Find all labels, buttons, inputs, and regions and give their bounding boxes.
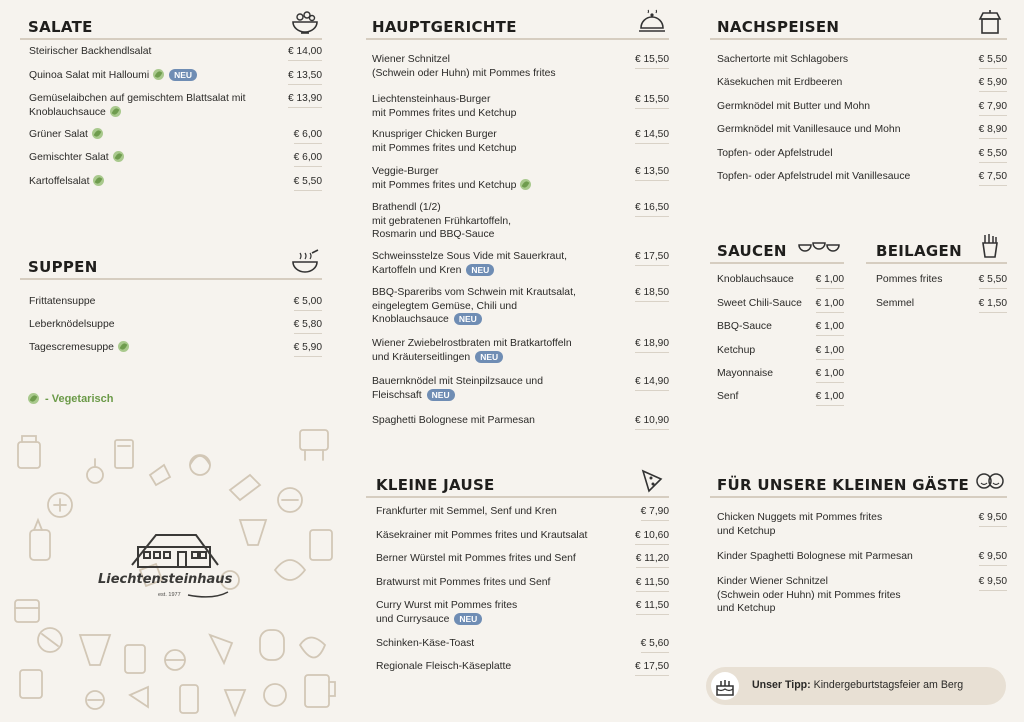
vegetarian-icon bbox=[113, 151, 124, 162]
item-name bbox=[372, 337, 572, 364]
item-name-line bbox=[717, 76, 842, 90]
item-price: € 9,50 bbox=[979, 575, 1007, 591]
item-name-line bbox=[376, 505, 557, 519]
item-name-text: Knoblauchsauce bbox=[717, 274, 794, 285]
section-title: SUPPEN bbox=[28, 258, 98, 276]
item-name-line bbox=[372, 107, 516, 121]
item-name-line bbox=[717, 511, 882, 525]
item-price: € 1,00 bbox=[816, 390, 844, 406]
item-price: € 13,50 bbox=[288, 69, 322, 85]
item-price: € 1,50 bbox=[979, 297, 1007, 313]
item-price: € 5,60 bbox=[641, 637, 669, 653]
item-name bbox=[717, 550, 913, 564]
item-name-text: Tagescremesuppe bbox=[29, 342, 114, 353]
section-header bbox=[710, 14, 1007, 40]
item-name-line bbox=[376, 599, 517, 613]
saucen-list bbox=[717, 264, 844, 404]
item-name-line bbox=[372, 128, 516, 142]
section-header bbox=[20, 14, 322, 40]
section-nachspeisen bbox=[710, 14, 1007, 190]
item-name bbox=[372, 201, 511, 242]
item-price: € 17,50 bbox=[635, 660, 669, 676]
item-name-line bbox=[372, 179, 531, 193]
item-price: € 18,50 bbox=[635, 286, 669, 302]
item-name-line bbox=[717, 320, 772, 334]
item-name-line bbox=[717, 550, 913, 564]
vegetarian-icon bbox=[153, 69, 164, 80]
item-name-text: Regionale Fleisch-Käseplatte bbox=[376, 661, 512, 672]
item-name-text: Sachertorte mit Schlagobers bbox=[717, 54, 849, 65]
item-name bbox=[29, 341, 129, 355]
item-name bbox=[29, 295, 95, 309]
item-price: € 6,00 bbox=[294, 128, 322, 144]
vegetarian-icon bbox=[92, 128, 103, 139]
logo-est: est. 1977 bbox=[158, 592, 181, 598]
item-name-text: mit Pommes frites und Ketchup bbox=[372, 179, 517, 191]
suppen-list bbox=[29, 280, 322, 360]
section-title: FÜR UNSERE KLEINEN GÄSTE bbox=[717, 476, 969, 494]
section-kinder bbox=[710, 472, 1007, 614]
tip-banner bbox=[706, 667, 1006, 705]
item-name-line bbox=[876, 297, 914, 311]
item-name-text: Kinder Spaghetti Bolognese mit Parmesan bbox=[717, 551, 913, 562]
item-name-text: Knuspriger Chicken Burger bbox=[372, 129, 497, 140]
item-name-text: mit Pommes frites und Ketchup bbox=[372, 142, 517, 154]
section-header bbox=[366, 14, 669, 40]
section-title: SALATE bbox=[28, 18, 93, 36]
item-name-text: Berner Würstel mit Pommes frites und Senf bbox=[376, 553, 576, 564]
item-name-text: Sweet Chili-Sauce bbox=[717, 298, 802, 309]
sandwich-icon bbox=[637, 467, 667, 493]
item-name-line bbox=[717, 100, 870, 114]
item-name bbox=[376, 576, 550, 590]
item-name-text: Kartoffeln und Kren bbox=[372, 264, 462, 276]
item-name-line bbox=[29, 151, 124, 165]
item-price: € 5,90 bbox=[294, 341, 322, 357]
item-name-text: Rosmarin und BBQ-Sauce bbox=[372, 229, 495, 240]
item-name bbox=[717, 273, 794, 287]
item-name-line bbox=[372, 93, 516, 107]
item-price: € 5,50 bbox=[294, 175, 322, 191]
item-price: € 5,90 bbox=[979, 76, 1007, 92]
item-price: € 15,50 bbox=[635, 53, 669, 69]
section-saucen bbox=[710, 238, 844, 404]
item-name-text: Frittatensuppe bbox=[29, 296, 96, 307]
item-name-line bbox=[717, 170, 910, 184]
item-name-line bbox=[29, 318, 115, 332]
item-name-line bbox=[29, 92, 246, 106]
section-title: SAUCEN bbox=[717, 242, 787, 260]
vegetarian-icon bbox=[118, 341, 129, 352]
item-name-text: Chicken Nuggets mit Pommes frites bbox=[717, 512, 883, 523]
item-name-text: Käsekrainer mit Pommes frites und Krautsalat bbox=[376, 530, 588, 541]
item-name bbox=[717, 320, 772, 334]
item-name-text: Frankfurter mit Semmel, Senf und Kren bbox=[376, 506, 557, 517]
nachspeisen-list bbox=[717, 40, 1007, 190]
section-title: BEILAGEN bbox=[876, 242, 962, 260]
item-price: € 1,00 bbox=[816, 297, 844, 313]
section-salate bbox=[20, 14, 322, 190]
item-name bbox=[372, 375, 543, 402]
item-name-text: Semmel bbox=[876, 298, 915, 309]
item-name-text: Pommes frites bbox=[876, 274, 943, 285]
item-price: € 13,50 bbox=[635, 165, 669, 181]
item-name-text: Wiener Schnitzel bbox=[372, 54, 450, 65]
item-price: € 5,50 bbox=[979, 147, 1007, 163]
item-price: € 1,00 bbox=[816, 320, 844, 336]
serving-cloche-icon bbox=[637, 9, 667, 35]
new-badge: NEU bbox=[169, 69, 197, 81]
item-name-line bbox=[717, 123, 900, 137]
item-name-text: Senf bbox=[717, 391, 739, 402]
item-name-line bbox=[717, 525, 882, 539]
item-name-text: Knoblauchsauce bbox=[29, 106, 106, 118]
item-name-text: mit Pommes frites und Ketchup bbox=[372, 107, 517, 119]
item-price: € 18,90 bbox=[635, 337, 669, 353]
item-name-line bbox=[717, 344, 755, 358]
item-name-text: Bauernknödel mit Steinpilzsauce und bbox=[372, 376, 543, 387]
item-name bbox=[876, 297, 914, 311]
tip-label: Unser Tipp: bbox=[752, 679, 811, 691]
item-name-text: Steirischer Backhendlsalat bbox=[29, 46, 152, 57]
item-name-line bbox=[376, 660, 511, 674]
item-name-line bbox=[372, 351, 572, 365]
item-name-line bbox=[717, 147, 833, 161]
item-name-line bbox=[717, 589, 901, 603]
item-name-text: (Schwein oder Huhn) mit Pommes frites bbox=[372, 67, 556, 79]
legend-text: - Vegetarisch bbox=[45, 393, 114, 405]
item-name-text: Liechtensteinhaus-Burger bbox=[372, 94, 491, 105]
item-name bbox=[376, 505, 557, 519]
item-name-text: Knoblauchsauce bbox=[372, 314, 449, 325]
section-header bbox=[710, 238, 844, 264]
item-name bbox=[376, 660, 511, 674]
item-name bbox=[376, 529, 587, 543]
section-kleine-jause bbox=[366, 472, 669, 678]
item-name-line bbox=[372, 375, 543, 389]
item-price: € 15,50 bbox=[635, 93, 669, 109]
tip-message: Kindergeburtstagsfeier am Berg bbox=[813, 679, 964, 691]
item-name bbox=[29, 175, 104, 189]
section-hauptgerichte bbox=[366, 14, 669, 440]
item-name-line bbox=[372, 215, 511, 229]
item-name-text: BBQ-Sauce bbox=[717, 321, 772, 332]
cake-icon bbox=[975, 9, 1005, 35]
kids-faces-icon bbox=[975, 467, 1005, 493]
hauptgerichte-list bbox=[372, 40, 669, 440]
item-name-text: Veggie-Burger bbox=[372, 166, 439, 177]
section-beilagen bbox=[866, 238, 1007, 324]
item-name bbox=[29, 45, 151, 59]
item-name-line bbox=[717, 297, 802, 311]
item-name bbox=[29, 92, 246, 119]
item-price: € 11,50 bbox=[636, 599, 669, 615]
item-name bbox=[376, 552, 576, 566]
item-name bbox=[372, 286, 576, 327]
item-name-line bbox=[372, 250, 567, 264]
item-name bbox=[372, 165, 531, 192]
item-name-line bbox=[376, 613, 517, 627]
item-name-line bbox=[717, 53, 848, 67]
item-name-text: und Currysauce bbox=[376, 613, 450, 625]
item-name-text: und Kräuterseitlingen bbox=[372, 351, 471, 363]
item-name-text: mit gebratenen Frühkartoffeln, bbox=[372, 215, 512, 227]
item-price: € 7,90 bbox=[641, 505, 669, 521]
new-badge: NEU bbox=[427, 389, 455, 401]
item-name-text: eingelegtem Gemüse, Chili und bbox=[372, 300, 517, 312]
item-price: € 5,80 bbox=[294, 318, 322, 334]
item-price: € 7,50 bbox=[979, 170, 1007, 186]
item-price: € 13,90 bbox=[288, 92, 322, 108]
item-price: € 10,90 bbox=[635, 414, 669, 430]
item-name-line bbox=[717, 602, 901, 616]
item-name-text: Topfen- oder Apfelstrudel bbox=[717, 148, 833, 159]
item-name-text: Schinken-Käse-Toast bbox=[376, 638, 475, 649]
new-badge: NEU bbox=[454, 313, 482, 325]
item-price: € 9,50 bbox=[979, 550, 1007, 566]
item-name-line bbox=[372, 67, 556, 81]
section-header bbox=[710, 472, 1007, 498]
section-title: KLEINE JAUSE bbox=[376, 476, 495, 494]
item-price: € 14,90 bbox=[635, 375, 669, 391]
item-name bbox=[376, 637, 474, 651]
beilagen-list bbox=[876, 264, 1007, 324]
item-name-line bbox=[29, 175, 104, 189]
item-name-line bbox=[29, 341, 129, 355]
item-price: € 1,00 bbox=[816, 273, 844, 289]
item-name bbox=[376, 599, 517, 626]
item-name-line bbox=[29, 295, 95, 309]
item-name bbox=[717, 511, 882, 538]
salad-bowl-icon bbox=[290, 9, 320, 35]
sauce-bowls-icon bbox=[796, 233, 842, 259]
item-name bbox=[29, 128, 103, 142]
item-name-text: und Ketchup bbox=[717, 603, 776, 614]
section-title: NACHSPEISEN bbox=[717, 18, 840, 36]
item-name bbox=[717, 147, 833, 161]
salate-list bbox=[29, 40, 322, 190]
item-name bbox=[717, 297, 802, 311]
item-name-text: Topfen- oder Apfelstrudel mit Vanillesauce bbox=[717, 171, 911, 182]
item-price: € 1,00 bbox=[816, 344, 844, 360]
item-name bbox=[717, 100, 870, 114]
item-name-text: Kartoffelsalat bbox=[29, 176, 90, 187]
leaf-icon bbox=[28, 393, 39, 404]
item-name-line bbox=[876, 273, 942, 287]
item-price: € 14,50 bbox=[635, 128, 669, 144]
item-price: € 17,50 bbox=[635, 250, 669, 266]
item-name-text: Germknödel mit Vanillesauce und Mohn bbox=[717, 124, 901, 135]
item-price: € 16,50 bbox=[635, 201, 669, 217]
item-name bbox=[372, 250, 567, 277]
item-price: € 1,00 bbox=[816, 367, 844, 383]
item-name-line bbox=[717, 273, 794, 287]
item-name-line bbox=[372, 337, 572, 351]
item-price: € 10,60 bbox=[635, 529, 669, 545]
item-name-line bbox=[372, 53, 556, 67]
item-price: € 7,90 bbox=[979, 100, 1007, 116]
item-name bbox=[717, 123, 900, 137]
item-name-text: Schweinsstelze Sous Vide mit Sauerkraut, bbox=[372, 251, 568, 262]
item-name bbox=[372, 414, 535, 428]
section-header bbox=[866, 238, 1007, 264]
item-name-text: Curry Wurst mit Pommes frites bbox=[376, 600, 518, 611]
section-header bbox=[366, 472, 669, 498]
item-name bbox=[717, 367, 773, 381]
item-name bbox=[372, 128, 516, 155]
item-name-line bbox=[372, 286, 576, 300]
item-name-line bbox=[717, 390, 738, 404]
item-name-line bbox=[376, 637, 474, 651]
item-price: € 5,50 bbox=[979, 53, 1007, 69]
item-name-text: Quinoa Salat mit Halloumi bbox=[29, 70, 150, 81]
item-name bbox=[29, 318, 115, 332]
tip-text bbox=[752, 679, 963, 691]
vegetarian-icon bbox=[110, 106, 121, 117]
item-name-text: Kinder Wiener Schnitzel bbox=[717, 576, 828, 587]
item-name-text: Käsekuchen mit Erdbeeren bbox=[717, 77, 843, 88]
item-name-text: Gemischter Salat bbox=[29, 152, 109, 163]
item-name-text: Mayonnaise bbox=[717, 368, 774, 379]
item-name bbox=[717, 53, 848, 67]
soup-bowl-icon bbox=[290, 249, 320, 275]
item-name-text: Brathendl (1/2) bbox=[372, 202, 441, 213]
item-name-text: Spaghetti Bolognese mit Parmesan bbox=[372, 415, 535, 426]
item-price: € 9,50 bbox=[979, 511, 1007, 527]
item-name-line bbox=[372, 389, 543, 403]
item-name bbox=[29, 151, 124, 165]
item-name bbox=[717, 170, 910, 184]
vegetarian-legend bbox=[28, 393, 113, 405]
item-name-line bbox=[29, 106, 246, 120]
kleine-jause-list bbox=[376, 498, 669, 678]
item-name-line bbox=[376, 576, 550, 590]
item-name-line bbox=[717, 367, 773, 381]
item-name-line bbox=[372, 313, 576, 327]
vegetarian-icon bbox=[520, 179, 531, 190]
item-name bbox=[372, 53, 556, 80]
item-name-line bbox=[376, 529, 587, 543]
item-name-text: Fleischsaft bbox=[372, 389, 422, 401]
item-price: € 8,90 bbox=[979, 123, 1007, 139]
item-name-line bbox=[372, 201, 511, 215]
new-badge: NEU bbox=[475, 351, 503, 363]
item-name bbox=[717, 344, 755, 358]
item-name bbox=[372, 93, 516, 120]
item-name bbox=[717, 575, 901, 616]
item-name-text: und Ketchup bbox=[717, 525, 776, 537]
item-name-line bbox=[372, 165, 531, 179]
vegetarian-icon bbox=[93, 175, 104, 186]
new-badge: NEU bbox=[454, 613, 482, 625]
item-name bbox=[29, 69, 197, 83]
logo-text: Liechtensteinhaus bbox=[98, 572, 233, 587]
item-price: € 5,50 bbox=[979, 273, 1007, 289]
item-name-line bbox=[372, 142, 516, 156]
item-name-text: Leberknödelsuppe bbox=[29, 319, 115, 330]
item-name-line bbox=[29, 128, 103, 142]
section-suppen bbox=[20, 254, 322, 360]
item-name bbox=[876, 273, 942, 287]
birthday-cake-icon bbox=[710, 671, 740, 701]
item-name bbox=[717, 390, 738, 404]
item-name-line bbox=[372, 228, 511, 242]
item-price: € 14,00 bbox=[288, 45, 322, 61]
item-name-text: Bratwurst mit Pommes frites und Senf bbox=[376, 577, 551, 588]
item-name-text: Wiener Zwiebelrostbraten mit Bratkartoffeln bbox=[372, 338, 572, 349]
item-name-line bbox=[372, 414, 535, 428]
item-name-line bbox=[29, 45, 151, 59]
item-price: € 6,00 bbox=[294, 151, 322, 167]
item-price: € 5,00 bbox=[294, 295, 322, 311]
item-price: € 11,50 bbox=[636, 576, 669, 592]
item-name-text: Grüner Salat bbox=[29, 129, 88, 140]
item-name-line bbox=[376, 552, 576, 566]
item-price: € 11,20 bbox=[636, 552, 669, 568]
section-title: HAUPTGERICHTE bbox=[372, 18, 517, 36]
item-name-text: Germknödel mit Butter und Mohn bbox=[717, 101, 871, 112]
item-name-line bbox=[717, 575, 901, 589]
item-name-text: (Schwein oder Huhn) mit Pommes frites bbox=[717, 589, 901, 601]
item-name bbox=[717, 76, 842, 90]
item-name-line bbox=[372, 264, 567, 278]
item-name-text: BBQ-Spareribs vom Schwein mit Krautsalat, bbox=[372, 287, 576, 298]
section-header bbox=[20, 254, 322, 280]
item-name-line bbox=[372, 300, 576, 314]
item-name-text: Ketchup bbox=[717, 345, 756, 356]
fries-icon bbox=[975, 233, 1005, 259]
kinder-list bbox=[717, 498, 1007, 614]
item-name-line bbox=[29, 69, 197, 83]
new-badge: NEU bbox=[466, 264, 494, 276]
item-name-text: Gemüselaibchen auf gemischtem Blattsalat mit bbox=[29, 93, 246, 104]
